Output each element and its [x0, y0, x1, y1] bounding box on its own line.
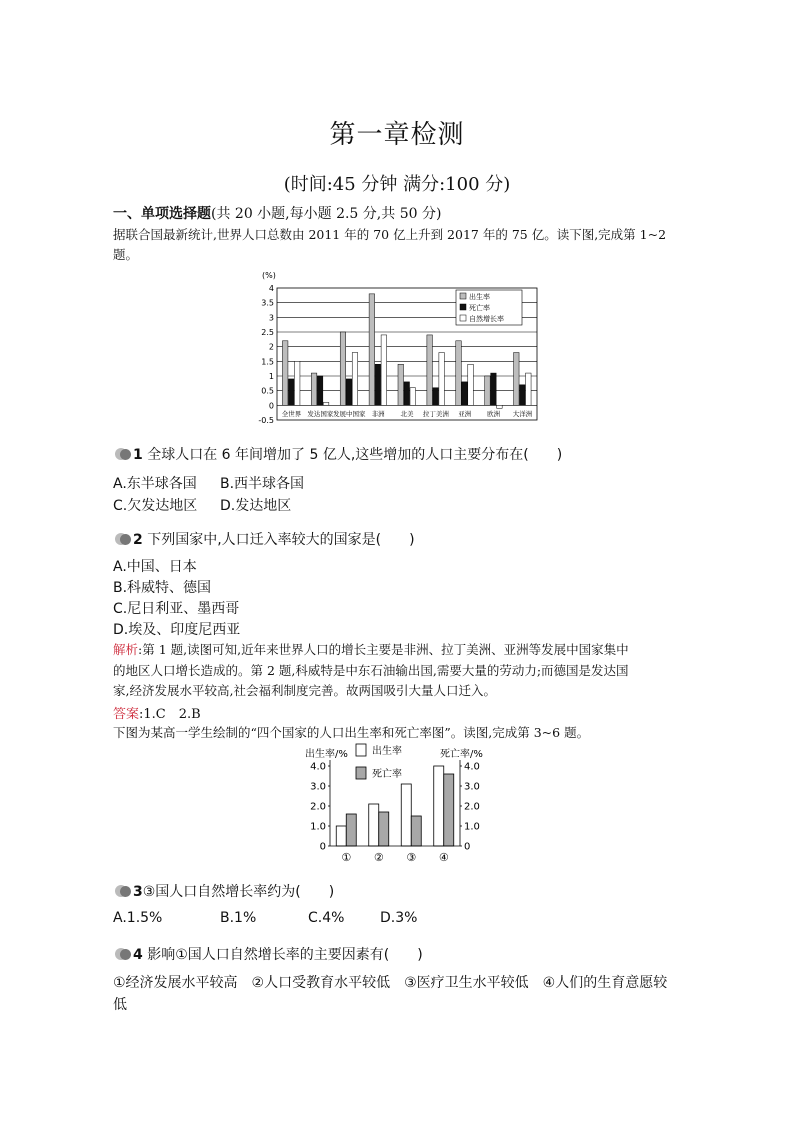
answer-value: :1.C 2.B [139, 707, 201, 722]
x-category-label: ① [341, 851, 352, 864]
x-category-label: ④ [438, 851, 449, 864]
option-b[interactable]: B.1% [220, 910, 257, 926]
legend-swatch-death [460, 304, 466, 310]
explanation-label: 解析 [113, 642, 139, 657]
answer-label: 答案 [113, 707, 140, 722]
exam-info: (时间:45 分钟 满分:100 分) [283, 174, 511, 195]
bar-death [404, 382, 410, 405]
section-label: 一、单项选择题 [113, 206, 211, 222]
y-tick-label-right: 2.0 [464, 801, 480, 813]
bar-death [444, 774, 454, 846]
question-1 [115, 444, 562, 464]
bar-death [346, 814, 356, 846]
page-title: 第一章检测 [329, 120, 465, 150]
chart2-legend [356, 744, 402, 780]
option-d[interactable]: D.埃及、印度尼西亚 [113, 622, 241, 638]
question-number: 1 [133, 447, 143, 463]
question-4 [115, 944, 423, 964]
x-category-label: 非洲 [371, 410, 385, 418]
option-a[interactable]: A.东半球各国 [113, 476, 197, 492]
bar-birth [311, 373, 316, 405]
explanation-line-2: 的地区人口增长造成的。第 2 题,科威特是中东石油输出国,需要大量的劳动力;而德国是发达国 [113, 662, 629, 678]
question-number: 4 [133, 947, 143, 963]
bar-growth [323, 402, 329, 405]
explanation-line-3: 家,经济发展水平较高,社会福利制度完善。故两国吸引大量人口迁入。 [113, 683, 496, 698]
question-stem: 全球人口在 6 年间增加了 5 亿人,这些增加的人口主要分布在( ) [147, 447, 563, 463]
bar-birth [485, 376, 491, 405]
bar-death [346, 379, 352, 405]
bar-death [433, 388, 439, 406]
y-tick-label-left: 2.0 [310, 801, 326, 813]
explanation-line-1: :第 1 题,读图可知,近年来世界人口的增长主要是非洲、拉丁美洲、亚洲等发展中国家集中 [138, 642, 629, 657]
bar-growth [410, 388, 416, 406]
y-tick-label: 2.5 [261, 328, 274, 337]
option-c[interactable]: C.欠发达地区 [113, 498, 198, 514]
y-tick-label: 4 [268, 284, 274, 293]
y-tick-label-right: 3.0 [464, 781, 480, 793]
x-category-label: 亚洲 [458, 410, 472, 418]
passage-2: 下图为某高一学生绘制的“四个国家的人口出生率和死亡率图”。读图,完成第 3~6 题。 [113, 725, 590, 740]
question-number: 2 [133, 532, 143, 548]
x-category-label: 发展中国家 [332, 410, 366, 418]
bar-birth [401, 784, 411, 846]
question-stem: ③国人口自然增长率约为( ) [142, 884, 335, 900]
question-bullet-icon [115, 885, 131, 897]
y-tick-label: -0.5 [258, 416, 274, 424]
x-category-label: 全世界 [281, 410, 302, 418]
question-2 [115, 529, 415, 549]
y-tick-label: 0 [268, 401, 274, 411]
legend-swatch-death [356, 767, 366, 779]
bar-birth [369, 804, 379, 846]
y-tick-label: 1 [268, 372, 274, 381]
y-tick-label-right: 1.0 [464, 821, 480, 833]
bar-death [317, 376, 323, 405]
x-category-label: 拉丁美洲 [422, 410, 449, 418]
question-bullet-icon [115, 533, 131, 545]
x-category-label: ③ [406, 851, 417, 864]
bar-death [491, 373, 497, 405]
intro-passage: 据联合国最新统计,世界人口总数由 2011 年的 70 亿上升到 2017 年的 75 亿。读下图,完成第 1~2 题。 [113, 227, 667, 262]
bar-death [379, 812, 389, 846]
four-country-chart [290, 740, 510, 870]
option-a[interactable]: A.中国、日本 [113, 559, 197, 575]
y-tick-label-right: 4.0 [464, 761, 480, 773]
y-tick-label: 3.5 [261, 298, 274, 308]
option-c[interactable]: C.尼日利亚、墨西哥 [113, 601, 240, 617]
x-category-label: 大洋洲 [512, 410, 533, 418]
bar-birth [336, 826, 346, 846]
bar-growth [468, 364, 474, 405]
legend-swatch-growth [460, 315, 466, 321]
bar-growth [294, 361, 300, 405]
bar-birth [369, 294, 375, 405]
bar-growth [352, 353, 358, 406]
option-b[interactable]: B.西半球各国 [220, 476, 305, 492]
bar-birth [456, 341, 462, 406]
legend-growth: 自然增长率 [469, 315, 504, 323]
y-tick-label: 2 [268, 342, 274, 352]
question-stem: 影响①国人口自然增长率的主要因素有( ) [147, 947, 423, 963]
y-tick-label-left: 0 [319, 841, 326, 853]
x-category-label: 发达国家 [307, 410, 334, 418]
bar-death [375, 364, 381, 405]
x-category-label: ② [373, 851, 384, 864]
bar-birth [434, 766, 444, 846]
chart2-y-label-right: 死亡率/% [440, 749, 483, 760]
option-d[interactable]: D.发达地区 [220, 498, 292, 514]
legend-birth: 出生率 [469, 293, 490, 301]
section-detail: (共 20 小题,每小题 2.5 分,共 50 分) [211, 206, 442, 222]
question-3 [115, 881, 334, 901]
bar-birth [340, 332, 346, 405]
question-bullet-icon [115, 448, 131, 460]
chart1-y-label: (%) [262, 271, 276, 280]
bar-death [411, 816, 421, 846]
bar-birth [398, 364, 404, 405]
x-category-label: 北美 [400, 410, 414, 418]
option-a[interactable]: A.1.5% [113, 910, 163, 926]
bar-growth [497, 405, 503, 408]
y-tick-label: 1.5 [261, 357, 274, 367]
bar-birth [282, 341, 288, 406]
legend-death: 死亡率 [372, 769, 402, 780]
chart2-y-label-left: 出生率/% [305, 749, 348, 760]
explanation [113, 640, 693, 702]
bar-birth [514, 353, 520, 406]
factor-list-line-1: ①经济发展水平较高 ②人口受教育水平较低 ③医疗卫生水平较低 ④人们的生育意愿较 [113, 975, 668, 991]
legend-swatch-birth [356, 744, 366, 756]
y-tick-label-right: 0 [464, 841, 471, 853]
x-category-label: 欧洲 [487, 410, 501, 418]
y-tick-label-left: 1.0 [310, 821, 326, 833]
option-b[interactable]: B.科威特、德国 [113, 580, 212, 596]
bar-death [520, 385, 526, 406]
question-stem: 下列国家中,人口迁入率较大的国家是( ) [147, 532, 415, 548]
legend-birth: 出生率 [372, 746, 402, 757]
answer [113, 703, 201, 722]
chart1-legend [456, 290, 522, 325]
legend-death: 死亡率 [469, 304, 490, 312]
section-heading [113, 203, 441, 223]
bar-growth [381, 335, 387, 405]
option-d[interactable]: D.3% [380, 910, 418, 926]
y-tick-label: 3 [268, 313, 274, 323]
bar-death [288, 379, 294, 405]
option-c[interactable]: C.4% [308, 910, 345, 926]
bar-death [462, 382, 468, 405]
bar-growth [526, 373, 532, 405]
legend-swatch-birth [460, 293, 466, 299]
question-bullet-icon [115, 948, 131, 960]
y-tick-label-left: 4.0 [310, 761, 326, 773]
y-tick-label-left: 3.0 [310, 781, 326, 793]
population-rate-chart [250, 264, 550, 424]
question-number: 3 [133, 884, 143, 900]
bar-growth [439, 353, 445, 406]
y-tick-label: 0.5 [261, 386, 274, 396]
bar-birth [427, 335, 433, 405]
factor-list-line-2: 低 [113, 997, 127, 1013]
